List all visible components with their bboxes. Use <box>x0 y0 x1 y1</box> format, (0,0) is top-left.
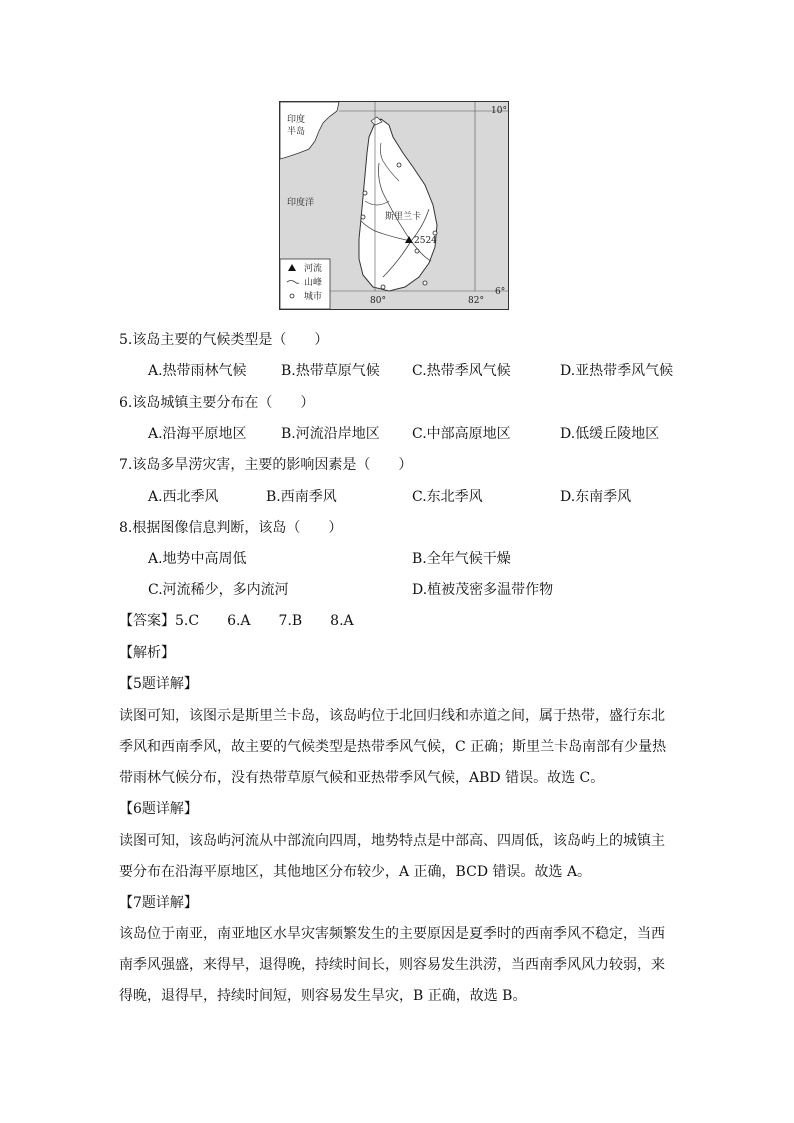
legend-label-1: 河流 <box>304 264 323 274</box>
question-5-stem: 5.该岛主要的气候类型是（ ） <box>119 332 329 348</box>
city-marker <box>423 281 427 285</box>
label-lat-6: 6° <box>495 287 506 297</box>
q5-option-b: B.热带草原气候 <box>281 363 380 379</box>
question-6-stem: 6.该岛城镇主要分布在（ ） <box>119 395 315 411</box>
legend-label-3: 城市 <box>304 292 323 302</box>
city-marker <box>397 163 401 167</box>
analysis-heading: 【解析】 <box>119 645 175 661</box>
city-marker <box>415 249 419 253</box>
q5-option-a: A.热带雨林气候 <box>148 363 247 379</box>
city-marker <box>361 215 365 219</box>
q6-option-d: D.低缓丘陵地区 <box>560 426 660 442</box>
answer-line: 【答案】5.C 6.A 7.B 8.A <box>119 613 354 629</box>
paragraph-line: 南季风强盛，来得早，退得晚，持续时间长，则容易发生洪涝，当西南季风风力较弱，来 <box>119 957 665 973</box>
q7-explanation-heading: 【7题详解】 <box>119 895 198 911</box>
q5-option-c: C.热带季风气候 <box>412 363 511 379</box>
label-lon-80: 80° <box>370 296 386 306</box>
label-peak-height: 2524 <box>414 236 437 246</box>
q6-explanation <box>119 826 679 888</box>
q7-option-c: C.东北季风 <box>412 489 483 505</box>
city-marker <box>381 285 385 289</box>
legend-label-2: 山峰 <box>304 278 323 288</box>
q8-option-c: C.河流稀少，多内流河 <box>148 582 289 598</box>
sri-lanka-map <box>279 101 509 310</box>
q7-explanation <box>119 919 679 1012</box>
label-india-2: 半岛 <box>287 127 306 137</box>
map-svg <box>279 101 509 310</box>
paragraph-line: 得晚，退得早，持续时间短，则容易发生旱灾，B 正确，故选 B。 <box>119 988 527 1004</box>
q8-option-d: D.植被茂密多温带作物 <box>412 582 554 598</box>
q6-option-b: B.河流沿岸地区 <box>281 426 380 442</box>
paragraph-line: 该岛位于南亚，南亚地区水旱灾害频繁发生的主要原因是夏季时的西南季风不稳定，当西 <box>119 926 665 942</box>
q6-option-c: C.中部高原地区 <box>412 426 511 442</box>
q5-explanation-heading: 【5题详解】 <box>119 676 198 692</box>
question-7-stem: 7.该岛多旱涝灾害，主要的影响因素是（ ） <box>119 457 413 473</box>
label-lat-10: 10° <box>491 106 507 116</box>
city-marker <box>363 191 367 195</box>
label-sri-lanka: 斯里兰卡 <box>385 212 422 222</box>
paragraph-line: 要分布在沿海平原地区，其他地区分布较少，A 正确，BCD 错误。故选 A。 <box>119 864 592 880</box>
legend-city-icon <box>290 294 294 298</box>
paragraph-line: 读图可知，该图示是斯里兰卡岛，该岛屿位于北回归线和赤道之间，属于热带，盛行东北 <box>119 708 665 724</box>
city-marker <box>433 231 437 235</box>
q7-option-d: D.东南季风 <box>560 489 632 505</box>
label-lon-82: 82° <box>468 296 484 306</box>
label-indian-ocean: 印度洋 <box>287 198 315 208</box>
q8-option-b: B.全年气候干燥 <box>412 551 511 567</box>
q7-option-b: B.西南季风 <box>266 489 337 505</box>
q6-option-a: A.沿海平原地区 <box>148 426 247 442</box>
paragraph-line: 带雨林气候分布，没有热带草原气候和亚热带季风气候，ABD 错误。故选 C。 <box>119 770 605 786</box>
q6-explanation-heading: 【6题详解】 <box>119 801 198 817</box>
question-8-stem: 8.根据图像信息判断，该岛（ ） <box>119 520 343 536</box>
paragraph-line: 读图可知，该岛屿河流从中部流向四周，地势特点是中部高、四周低，该岛屿上的城镇主 <box>119 833 665 849</box>
q5-explanation <box>119 701 679 794</box>
q7-option-a: A.西北季风 <box>148 489 219 505</box>
label-india-1: 印度 <box>287 115 306 125</box>
q5-option-d: D.亚热带季风气候 <box>560 363 674 379</box>
paragraph-line: 季风和西南季风，故主要的气候类型是热带季风气候，C 正确；斯里兰卡岛南部有少量热 <box>119 739 667 755</box>
q8-option-a: A.地势中高周低 <box>148 551 247 567</box>
